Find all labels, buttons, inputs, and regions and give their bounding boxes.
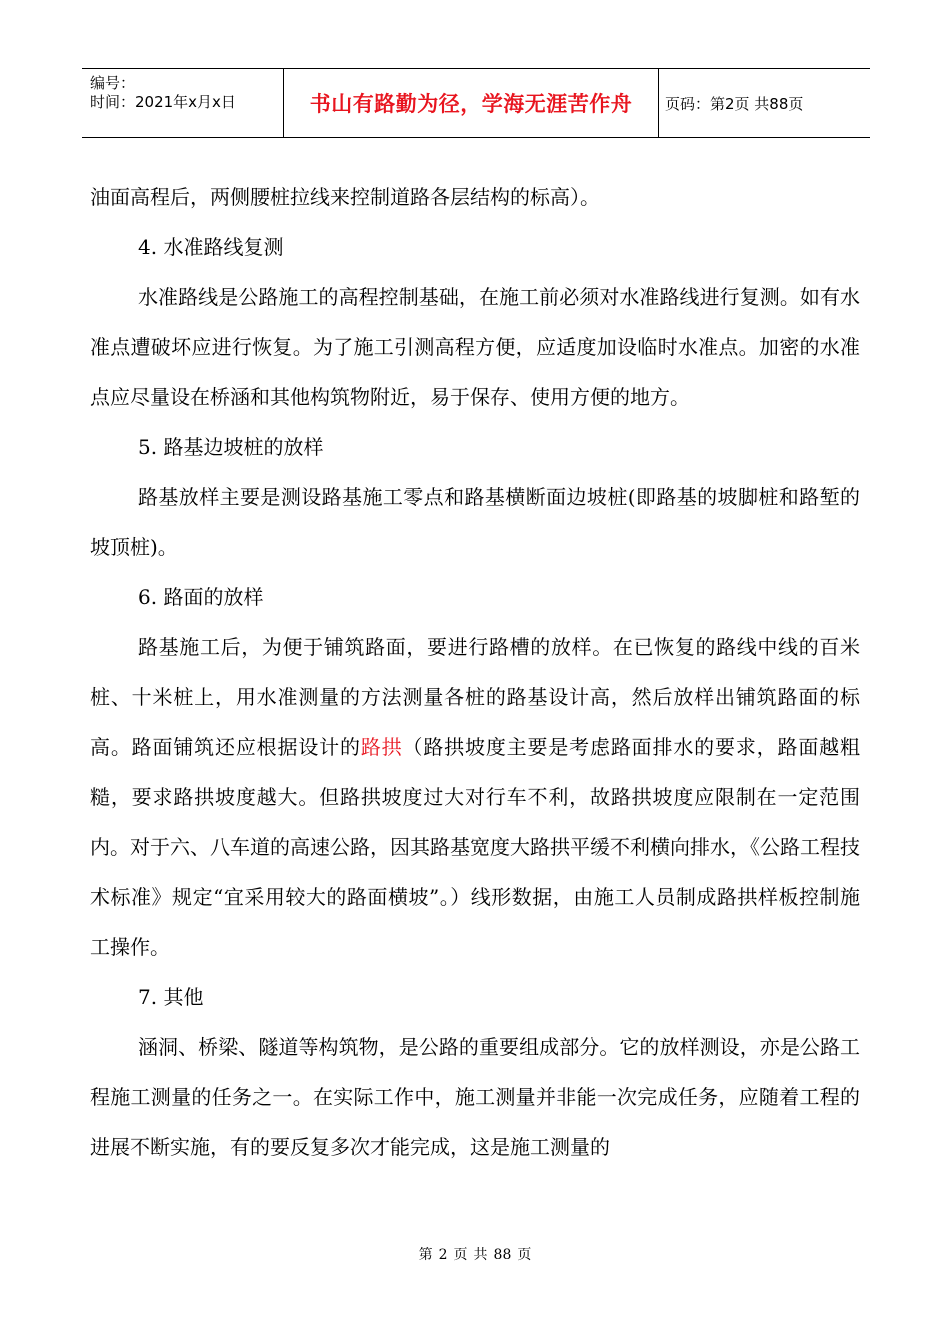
header-left-cell — [82, 69, 284, 137]
paragraph-6-before: 路基施工后，为便于铺筑路面，要进行路槽的放样。在已恢复的路线中线的百米桩、十米桩上，用水准测量的方法测量各桩的路基设计高，然后放样出铺筑路面的标高。路面铺筑还应根据设计的 — [90, 635, 860, 759]
section-heading-7: 7. 其他 — [138, 985, 204, 1009]
document-body — [90, 172, 860, 1172]
header-page-cell — [659, 69, 870, 137]
paragraph-continued: 油面高程后，两侧腰桩拉线来控制道路各层结构的标高）。 — [90, 185, 600, 209]
footer-total-pages: 88 — [493, 1247, 512, 1263]
header-motto-cell — [284, 69, 659, 137]
page-footer — [0, 1244, 950, 1264]
paragraph-5: 路基放样主要是测设路基施工零点和路基横断面边坡桩(即路基的坡脚桩和路堑的坡顶桩)。 — [90, 485, 860, 559]
footer-ye-2: 页 — [517, 1247, 532, 1263]
header-page-info: 页码：第2页 共88页 — [665, 94, 804, 113]
footer-page-number: 2 — [438, 1247, 448, 1263]
section-heading-6: 6. 路面的放样 — [138, 585, 264, 609]
paragraph-6-after: （路拱坡度主要是考虑路面排水的要求，路面越粗糙，要求路拱坡度越大。但路拱坡度过大对行车不利，故路拱坡度应限制在一定范围内。对于六、八车道的高速公路，因其路基宽度大路拱平缓不利横向排水，《公路工程技术标准》规定“宜采用较大的路面横坡”。）线形数据，由施工人员制成路拱样板控制施工操作。 — [90, 735, 861, 959]
paragraph-4: 水准路线是公路施工的高程控制基础，在施工前必须对水准路线进行复测。如有水准点遭破坏应进行恢复。为了施工引测高程方便，应适度加设临时水准点。加密的水准点应尽量设在桥涵和其他构筑物附近，易于保存、使用方便的地方。 — [90, 285, 860, 409]
paragraph-6 — [90, 622, 860, 972]
section-heading-5: 5. 路基边坡桩的放样 — [138, 435, 324, 459]
footer-gong: 共 — [473, 1247, 488, 1263]
page-header — [82, 68, 870, 138]
time-label: 时间：2021年x月x日 — [90, 93, 236, 111]
footer-di: 第 — [418, 1247, 433, 1263]
paragraph-7: 涵洞、桥梁、隧道等构筑物，是公路的重要组成部分。它的放样测设，亦是公路工程施工测量的任务之一。在实际工作中，施工测量并非能一次完成任务，应随着工程的进展不断实施，有的要反复多次才能完成，这是施工测量的 — [90, 1035, 860, 1159]
road-camber-link[interactable]: 路拱 — [360, 735, 403, 759]
code-label: 编号： — [90, 74, 136, 92]
section-heading-4: 4. 水准路线复测 — [138, 235, 284, 259]
header-motto: 书山有路勤为径，学海无涯苦作舟 — [309, 92, 633, 116]
footer-ye: 页 — [453, 1247, 468, 1263]
